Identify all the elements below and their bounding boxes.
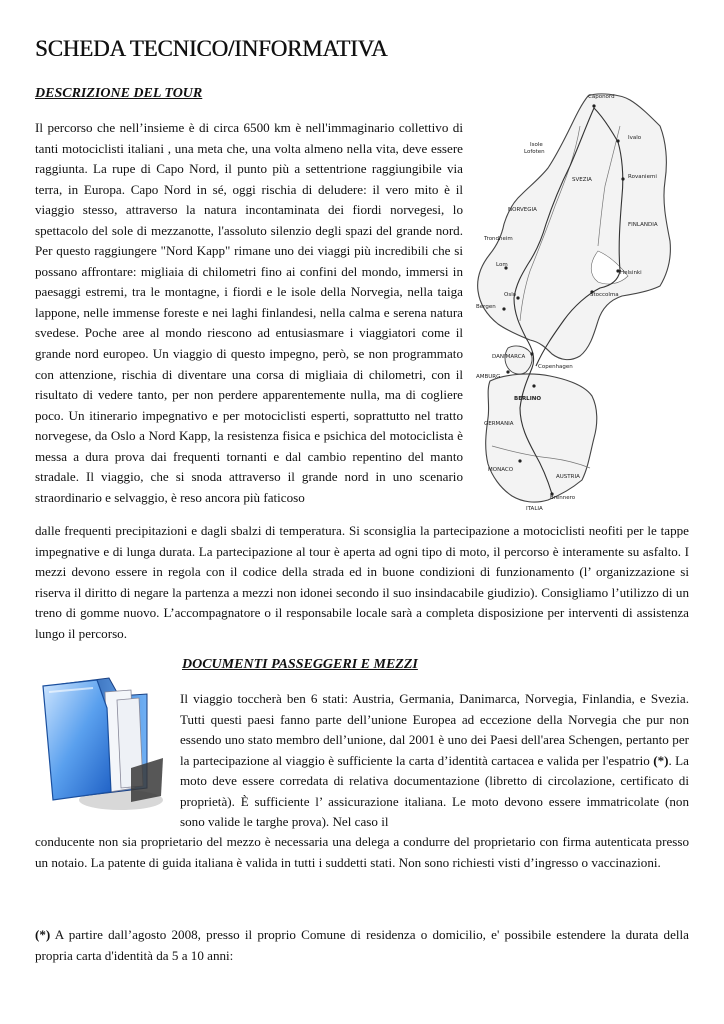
map-label: Brennero (550, 495, 576, 501)
map-label: GERMANIA (484, 421, 514, 427)
map-label: NORVEGIA (508, 207, 537, 213)
tour-description-side: Il percorso che nell’insieme è di circa 6500 km è nell'immaginario collettivo di tanti motociclisti italiani , una meta che, una volta almeno nella vita, deve essere raggiunta. La rupe di Capo Nord, il punto più a settentrione raggiungibile via terra, in Europa. Capo Nord in sé, oggi rischia di deludere: il vero mito è il viaggio stesso, attraverso la natura incontaminata dei fiordi norvegesi, lo spettacolo del sole di mezzanotte, l'assoluto silenzio degli spazi del grande nord. Per questo raggiungere "Nord Kapp" rimane uno dei viaggi più incredibili che si possano affrontare: migliaia di chilometri fino ai confini del mondo, immersi in paesaggi estremi, tra le montagne, i fiordi e le isole della Norvegia, nella taiga lappone, nelle immense foreste e nei laghi finlandesi, nella calma e serena natura svedese. Poche aree al mondo riescono ad entusiasmare i viaggiatori come il grande nord europeo. Un viaggio di questo impegno, però, se non programmato con attenzione, rischia di diventare una corsa di migliaia di chilometri, con il risultato di vedere tanto, per non perdere apparentemente nulla, ma di cogliere poco. Un itinerario impegnativo e per motociclisti esperti, soprattutto nel tratto norvegese, da Oslo a Nord Kapp, la resistenza fisica e psichica del motociclista è messa a dura prova dai frequenti tornanti e dal cambio repentino del manto stradale. Il viaggio, che si snoda attraverso il grande nord in uno scenario straordinario e selvaggio, è reso ancora più faticoso (35, 120, 463, 505)
folder-icon (35, 668, 167, 820)
map-label: Lofoten (524, 149, 545, 155)
map-label: BERLINO (514, 396, 542, 402)
tour-description-full: dalle frequenti precipitazioni e dagli sbalzi di temperatura. Si sconsiglia la partecipazione a motociclisti neofiti per le tappe impegnative e di lunga durata. La partecipazione al tour è aperta ad ogni tipo di moto, il percorso è interamente su asfalto. I mezzi devono essere in regola con il codice della strada ed in buone condizioni di funzionamento (l’ organizzazione si riserva il diritto di negare la partenza a mezzi non idonei secondo il suo insindacabile giudizio). Consigliamo l’utilizzo di un treno di gomme nuovo. L’accompagnatore o il responsabile locale sarà a completa disposizione per interventi di assistenza lungo il percorso. (35, 523, 689, 641)
europe-outline (486, 374, 597, 502)
map-label: DANIMARCA (492, 354, 526, 360)
map-label: Rovaniemi (628, 174, 657, 180)
section-heading-docs: DOCUMENTI PASSEGGERI E MEZZI (182, 657, 418, 672)
map-label: AUSTRIA (556, 474, 580, 480)
docs-text-end: . La moto deve essere corredata di relativa documentazione (libretto di circolazione, certificato di proprietà). È sufficiente l’ assicurazione italiana. Le moto devono essere immatricolate (non sono valide le targhe prova). Nel caso il (180, 752, 689, 830)
map-label: Ivalo (628, 135, 642, 141)
map-label: SVEZIA (572, 177, 592, 183)
map-label: Trondheim (484, 236, 513, 242)
map-label: MONACO (488, 467, 514, 473)
docs-description-full: conducente non sia proprietario del mezzo è necessaria una delega a condurre del proprietario con firma autenticata presso un notaio. La patente di guida italiana è valida in tutti i suddetti stati. Non sono richiesti visti d’ingresso o vaccinazioni. (35, 834, 689, 870)
map-label: Bergen (476, 304, 496, 310)
page-title: SCHEDA TECNICO/INFORMATIVA (35, 36, 388, 61)
map-label: Copenhagen (538, 364, 573, 370)
map-label: Oslo (504, 292, 517, 298)
map-label: Isole (530, 142, 543, 148)
route-map-image (470, 86, 680, 516)
section-heading-tour: DESCRIZIONE DEL TOUR (35, 86, 203, 101)
denmark-outline (505, 346, 532, 374)
footnote-marker: (*) (35, 927, 51, 942)
map-label: Lom (496, 262, 508, 268)
map-label: Stoccolma (590, 292, 619, 298)
map-label: FINLANDIA (628, 222, 658, 228)
asterisk-marker: (*) (653, 752, 669, 768)
docs-description-side (180, 689, 689, 833)
docs-text: Il viaggio toccherà ben 6 stati: Austria, Germania, Danimarca, Norvegia, Finlandia, e Svezia. Tutti questi paesi fanno parte dell’unione Europea ad eccezione della Norvegia che pur non essendo uno stato membro dell’unione, dal 2001 è uno dei Paesi dell'area Schengen, pertanto per la partecipazione al viaggio è sufficiente la carta d’identità cartacea e valida per l'espatrio (180, 691, 689, 768)
map-label: ITALIA (526, 506, 543, 512)
map-label: Caponord (588, 94, 615, 100)
map-label: Helsinki (620, 270, 642, 276)
footnote-text: A partire dall’agosto 2008, presso il proprio Comune di residenza o domicilio, e' possibile estendere la durata della propria carta d'identità da 5 a 10 anni: (35, 927, 689, 963)
footnote (35, 925, 689, 966)
map-label: AMBURG (476, 374, 501, 380)
